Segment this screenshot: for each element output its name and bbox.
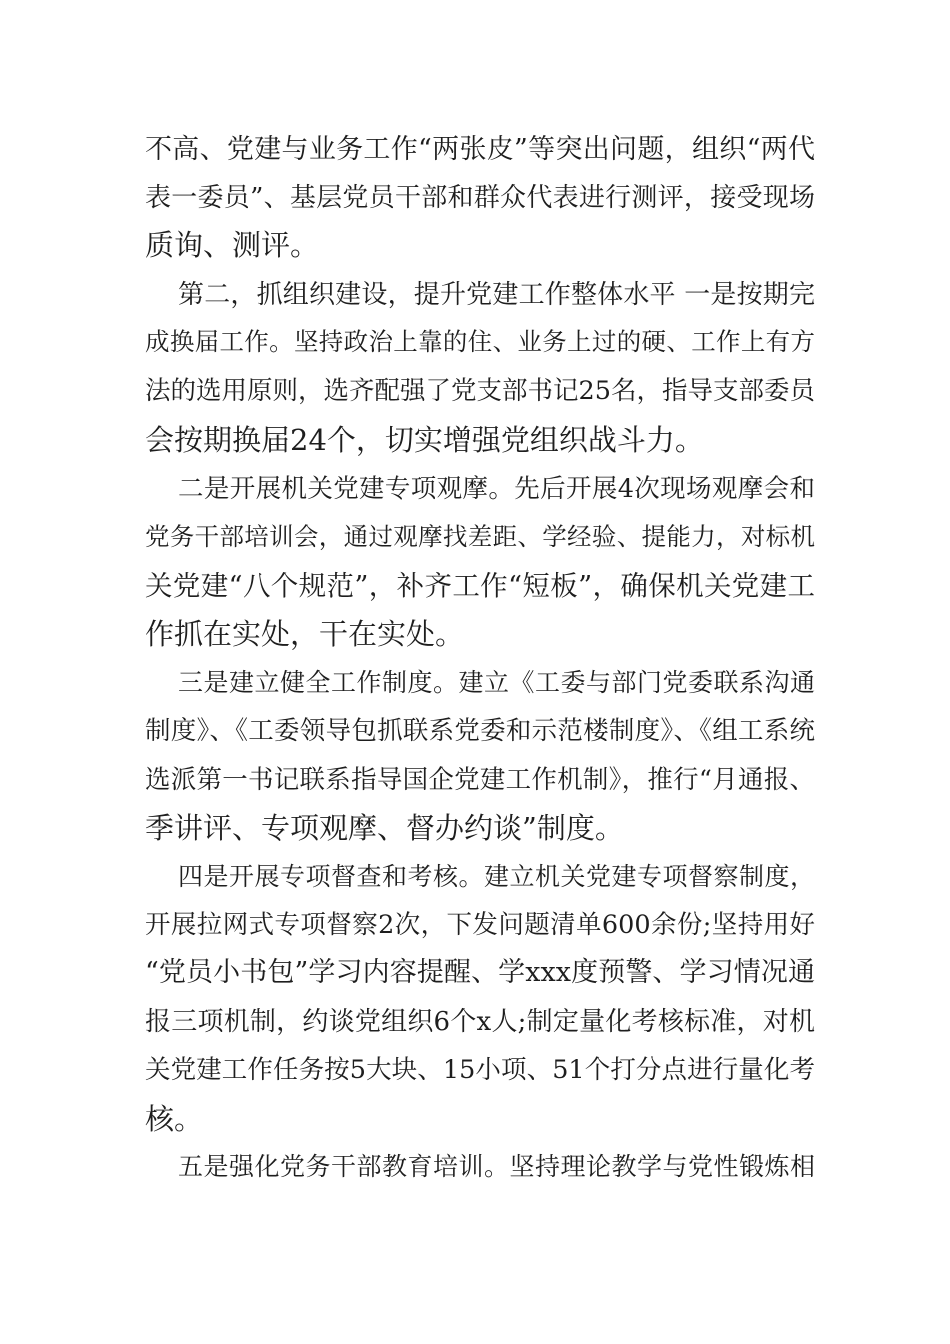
text-line: 法的选用原则，选齐配强了党支部书记25名，指导支部委员 <box>145 376 815 406</box>
paragraph-first-line: 第二，抓组织建设，提升党建工作整体水平 一是按期完 <box>178 280 815 310</box>
paragraph-first-line: 五是强化党务干部教育培训。坚持理论教学与党性锻炼相 <box>178 1152 815 1181</box>
text-line: 报三项机制，约谈党组织6个x人;制定量化考核标准，对机 <box>145 1007 815 1037</box>
text-line: 核。 <box>145 1102 204 1136</box>
text-line: 表一委员”、基层党员干部和群众代表进行测评，接受现场 <box>145 183 815 213</box>
text-line: 质询、测评。 <box>145 228 320 262</box>
text-line: 选派第一书记联系指导国企党建工作机制》，推行“月通报、 <box>145 765 815 795</box>
text-line: 关党建“八个规范”，补齐工作“短板”，确保机关党建工 <box>145 570 815 602</box>
text-line: “党员小书包”学习内容提醒、学xxx度预警、学习情况通 <box>145 957 815 988</box>
text-line: 开展拉网式专项督察2次，下发问题清单600余份;坚持用好 <box>145 910 815 940</box>
paragraph-first-line: 二是开展机关党建专项观摩。先后开展4次现场观摩会和 <box>178 474 815 504</box>
text-line: 会按期换届24个，切实增强党组织战斗力。 <box>145 423 704 457</box>
paragraph-first-line: 四是开展专项督查和考核。建立机关党建专项督察制度， <box>178 862 815 891</box>
text-line: 不高、党建与业务工作“两张皮”等突出问题，组织“两代 <box>145 134 815 165</box>
text-line: 作抓在实处，干在实处。 <box>145 617 465 651</box>
text-line: 成换届工作。坚持政治上靠的住、业务上过的硬、工作上有方 <box>145 327 815 356</box>
text-line: 关党建工作任务按5大块、15小项、51个打分点进行量化考 <box>145 1055 815 1085</box>
text-line: 季讲评、专项观摩、督办约谈”制度。 <box>145 811 624 845</box>
text-line: 党务干部培训会，通过观摩找差距、学经验、提能力，对标机 <box>145 522 815 551</box>
paragraph-first-line: 三是建立健全工作制度。建立《工委与部门党委联系沟通 <box>178 668 815 697</box>
text-line: 制度》、《工委领导包抓联系党委和示范楼制度》、《组工系统 <box>145 716 815 746</box>
